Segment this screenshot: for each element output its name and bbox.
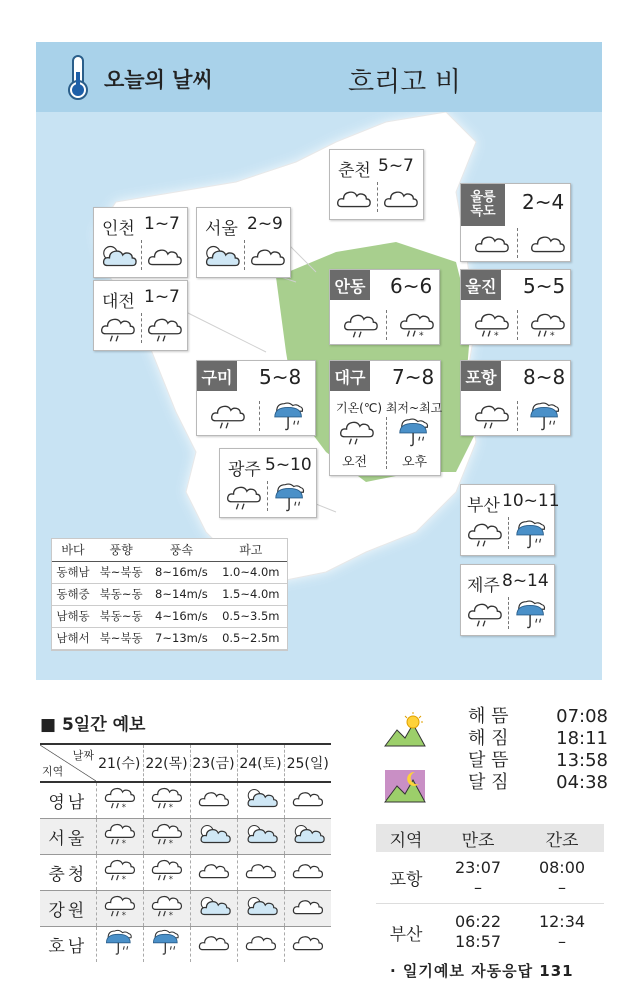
city-card-andong: 안동 6~6 — [329, 269, 440, 345]
cloud-rain-icon — [338, 417, 376, 447]
cloud-sun-icon — [197, 821, 231, 847]
tide-table: 지역 만조 간조 포항 23:07 – 08:00 – 부산 06:22 18:57 12:34 – — [376, 824, 604, 960]
moonset-label: 달 짐 — [468, 772, 509, 793]
table-row: 부산 06:22 18:57 12:34 – — [389, 912, 586, 951]
legend-caption: 기온(℃) 최저~최고 — [336, 401, 443, 415]
cloud-icon — [197, 785, 231, 811]
cloud-sleet-icon — [150, 821, 184, 847]
cloud-sleet-icon — [103, 785, 137, 811]
cloud-icon — [335, 183, 373, 213]
city-card-gumi: 구미 5~8 — [196, 360, 316, 436]
day-header: 22(목) — [143, 744, 190, 782]
cloud-sleet-icon — [473, 310, 511, 340]
table-row: 서울 — [40, 818, 331, 854]
sunrise-icon — [383, 710, 427, 750]
day-header: 21(수) — [96, 744, 143, 782]
cloud-rain-icon — [466, 599, 504, 629]
cloud-icon — [382, 183, 420, 213]
table-row: 남해동 북동~동 4~16m/s 0.5~3.5m — [52, 605, 287, 627]
cloud-icon — [249, 241, 287, 271]
cloud-sun-icon — [244, 821, 278, 847]
header-bar — [36, 42, 602, 112]
cloud-sun-icon — [244, 785, 278, 811]
table-row: 동해중 북동~동 8~14m/s 1.5~4.0m — [52, 583, 287, 605]
corner-header: 날짜 지역 — [40, 744, 96, 782]
city-card-daejeon: 대전 1~7 — [93, 280, 188, 351]
umbrella-icon — [513, 517, 551, 551]
cloud-icon — [146, 241, 184, 271]
city-card-seoul: 서울 2~9 — [196, 207, 291, 278]
weather-map — [36, 112, 602, 680]
page-title: 오늘의 날씨 — [104, 68, 213, 92]
table-row: 포항 23:07 – 08:00 – — [376, 852, 604, 904]
table-row: 강원 — [40, 890, 331, 926]
city-card-incheon: 인천 1~7 — [93, 207, 188, 278]
cloud-icon — [197, 929, 231, 955]
umbrella-icon — [396, 415, 434, 449]
day-header: 24(토) — [237, 744, 284, 782]
cloud-icon — [244, 857, 278, 883]
cloud-rain-icon — [146, 314, 184, 344]
cloud-rain-icon — [99, 314, 137, 344]
sunset-label: 해 짐 — [468, 728, 509, 749]
cloud-sun-icon — [99, 241, 137, 271]
cloud-sleet-icon — [103, 821, 137, 847]
cloud-icon — [291, 893, 325, 919]
table-row: 호남 — [40, 926, 331, 962]
table-row: 영남 — [40, 782, 331, 818]
cloud-icon — [291, 929, 325, 955]
sunset-time: 18:11 — [556, 728, 608, 749]
umbrella-icon — [513, 597, 551, 631]
cloud-sun-icon — [197, 893, 231, 919]
five-day-forecast — [40, 710, 331, 962]
moonrise-time: 13:58 — [556, 750, 608, 771]
cloud-rain-icon — [466, 519, 504, 549]
city-card-busan: 부산 10~11 — [460, 484, 555, 556]
cloud-snow-icon — [150, 893, 184, 919]
cloud-sleet-icon — [103, 893, 137, 919]
cloud-sleet-icon — [529, 310, 567, 340]
city-card-chuncheon: 춘천 5~7 — [329, 149, 424, 220]
cloud-icon — [529, 228, 567, 258]
moonrise-label: 달 뜸 — [468, 750, 509, 771]
cloud-sleet-icon — [103, 857, 137, 883]
city-card-ulleung: 울릉 독도 2~4 — [460, 183, 571, 262]
city-card-daegu: 대구 7~8 기온(℃) 최저~최고 오전 오후 — [329, 360, 441, 476]
umbrella-icon — [272, 480, 310, 514]
day-header: 25(일) — [284, 744, 331, 782]
cloud-icon — [244, 929, 278, 955]
moonset-time: 04:38 — [556, 772, 608, 793]
moonrise-icon — [383, 766, 427, 806]
footer-note: · 일기예보 자동응답 131 — [390, 962, 574, 980]
cloud-rain-icon — [342, 310, 380, 340]
sea-conditions-table: 바다 풍향 풍속 파고 동해남 북~북동 8~16m/s 1.0~4.0m 동해중 북동~동 8~14m/s 1.5~4.0m 남해동 북동~동 4~16m/s 0.5~3.5m 남해서 북~북동 7~13m/s 0.5~2.5m — [51, 538, 288, 651]
cloud-sun-icon — [244, 893, 278, 919]
cloud-rain-icon — [225, 482, 263, 512]
city-card-pohang: 포항 8~8 — [460, 360, 571, 436]
cloud-icon — [197, 857, 231, 883]
cloud-rain-icon — [473, 401, 511, 431]
forecast-title: ■ 5일간 예보 — [40, 715, 146, 735]
cloud-sleet-icon — [398, 310, 436, 340]
umbrella-icon — [527, 399, 565, 433]
cloud-sleet-icon — [150, 785, 184, 811]
weather-summary: 흐리고 비 — [348, 67, 461, 98]
cloud-sun-icon — [202, 241, 240, 271]
table-row: 동해남 북~북동 8~16m/s 1.0~4.0m — [52, 561, 287, 583]
sunrise-label: 해 뜸 — [468, 706, 509, 727]
city-card-gwangju: 광주 5~10 — [219, 448, 317, 518]
city-card-uljin: 울진 5~5 — [460, 269, 571, 345]
cloud-icon — [291, 857, 325, 883]
umbrella-icon — [103, 927, 137, 957]
cloud-sleet-icon — [150, 857, 184, 883]
am-label: 오전 — [342, 455, 368, 470]
table-row: 남해서 북~북동 7~13m/s 0.5~2.5m — [52, 627, 287, 649]
sunrise-time: 07:08 — [556, 706, 608, 727]
thermometer-icon — [64, 54, 92, 104]
cloud-icon — [291, 785, 325, 811]
table-row: 충청 — [40, 854, 331, 890]
umbrella-icon — [150, 927, 184, 957]
pm-label: 오후 — [402, 455, 428, 470]
cloud-rain-icon — [209, 401, 247, 431]
cloud-sun-icon — [291, 821, 325, 847]
cloud-icon — [473, 228, 511, 258]
day-header: 23(금) — [190, 744, 237, 782]
city-card-jeju: 제주 8~14 — [460, 564, 555, 636]
umbrella-icon — [271, 399, 309, 433]
